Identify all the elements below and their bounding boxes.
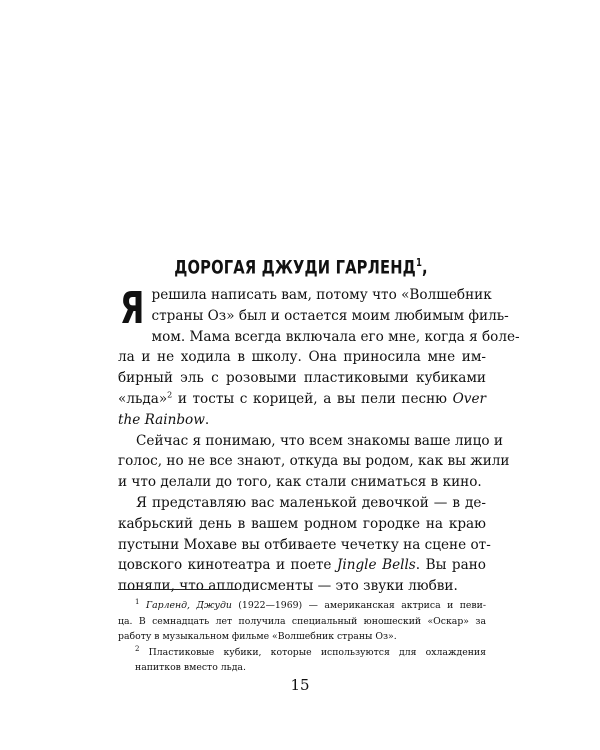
footnote-divider — [118, 589, 238, 590]
text-fragment: и тосты с корицей, а вы пели песню — [172, 390, 453, 407]
text-line: Я представляю вас маленькой девочкой — в де- — [136, 494, 486, 511]
heading-title: ДОРОГАЯ ДЖУДИ ГАРЛЕНД — [174, 256, 416, 279]
footnote-text: (1922—1969) — американская актриса и певи- — [231, 600, 486, 611]
text-line: пустыни Мохаве вы отбиваете чечетку на сцене от- — [118, 536, 491, 553]
paragraph-1 — [118, 283, 520, 431]
text-line: голос, но не все знают, откуда вы родом, как вы жили — [118, 453, 510, 470]
text-fragment: цовского кинотеатра и поете — [118, 557, 337, 574]
footnote-1-line: ца. В семнадцать лет получила специальный юношеский «Оскар» за — [118, 615, 486, 627]
text-fragment: . Вы рано — [415, 557, 486, 574]
page-number: 15 — [290, 676, 310, 694]
text-line: поняли, что аплодисменты — это звуки любви. — [118, 578, 458, 595]
text-fragment: . — [204, 411, 210, 428]
footnote-2-line — [118, 645, 486, 661]
footnote-1-line — [118, 598, 486, 614]
text-line — [118, 555, 486, 576]
paragraph-2 — [118, 431, 510, 493]
text-line — [118, 410, 486, 431]
text-line: решила написать вам, потому что «Волшебник — [151, 287, 492, 303]
text-line — [118, 389, 486, 410]
footnote-term: Гарленд, Джуди — [145, 600, 232, 611]
heading-comma: , — [422, 256, 428, 279]
text-fragment: «льда» — [118, 390, 168, 407]
heading-footnote-ref: 1 — [415, 256, 423, 269]
song-title-part: the Rainbow — [118, 411, 205, 428]
footnotes — [118, 598, 486, 676]
song-title: Jingle Bells — [336, 557, 416, 574]
footnote-ref: 2 — [167, 390, 173, 400]
text-line: кабрьский день в вашем родном городке на краю — [118, 515, 486, 532]
text-line: Сейчас я понимаю, что всем знакомы ваше лицо и — [136, 432, 503, 449]
text-line: страны Оз» был и остается моим любимым филь- — [151, 307, 509, 324]
text-line: ла и не ходила в школу. Она приносила мне им- — [118, 349, 486, 366]
drop-cap: Я — [120, 283, 145, 334]
footnote-2-line: напитков вместо льда. — [135, 662, 246, 673]
text-line: бирный эль с розовыми пластиковыми кубиками — [118, 370, 486, 387]
text-line: мом. Мама всегда включала его мне, когда я боле- — [151, 328, 520, 345]
text-line: и что делали до того, как стали сниматься в кино. — [118, 474, 482, 491]
body-text — [118, 283, 520, 597]
paragraph-3 — [118, 493, 491, 597]
footnote-text: Пластиковые кубики, которые используются для охлаждения — [139, 646, 486, 658]
footnote-1-line: работу в музыкальном фильме «Волшебник страны Оз». — [118, 631, 397, 642]
song-title-part: Over — [452, 390, 486, 407]
chapter-heading — [145, 256, 456, 278]
footnote-number: 2 — [135, 644, 140, 653]
footnote-number: 1 — [135, 597, 140, 606]
